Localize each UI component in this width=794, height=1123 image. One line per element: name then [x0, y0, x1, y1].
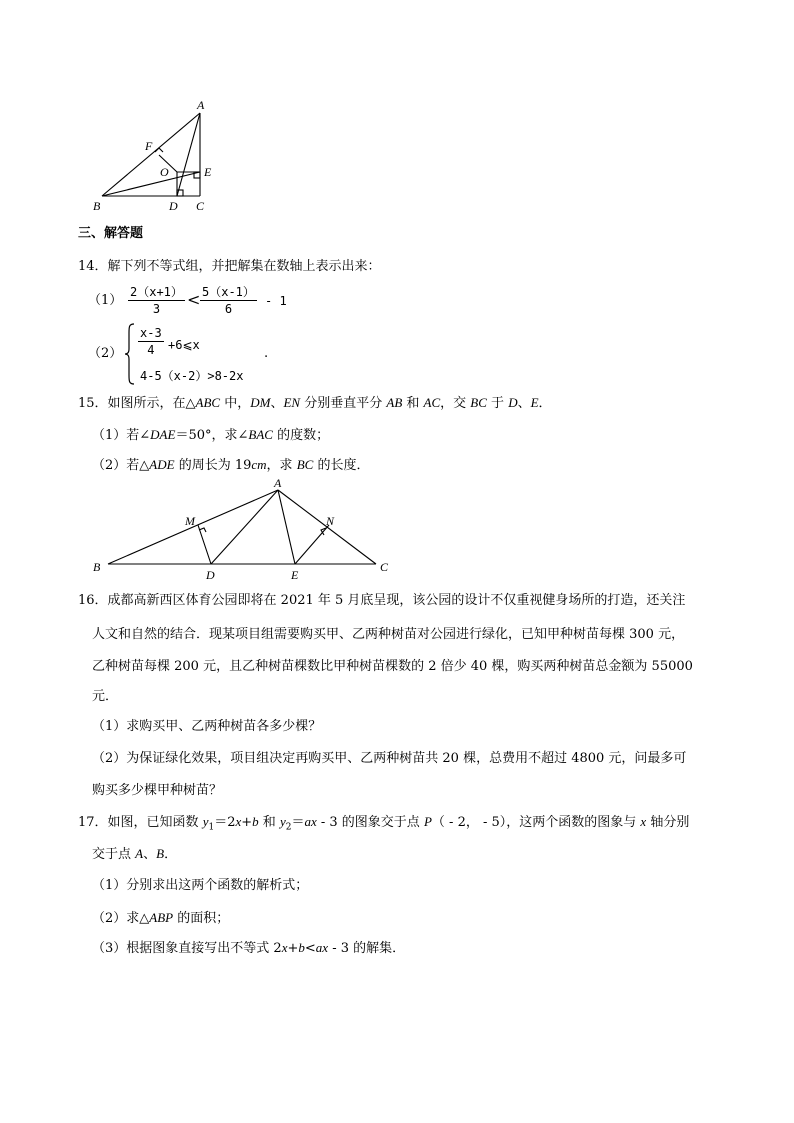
q17-l2-end: ．	[164, 847, 178, 862]
q15-ac: AC	[423, 395, 441, 410]
q15-p2-bc: BC	[296, 457, 314, 472]
q16-part1: （1）求购买甲、乙两种树苗各多少棵？	[92, 719, 322, 734]
q17-p2-end: 的面积；	[173, 911, 230, 926]
q14-p2-end: .	[264, 346, 269, 361]
q15-ade: ADE	[149, 457, 175, 472]
q14-p1-frac2	[200, 285, 257, 316]
q14-p1-op: <	[187, 290, 201, 309]
q17-p3-plus: +	[287, 941, 299, 956]
q17-p: P	[423, 814, 432, 829]
q15-p1-end: 的度数；	[272, 428, 330, 443]
section-title: 三、解答题	[78, 226, 144, 241]
triangle-figure-1-svg	[90, 98, 230, 216]
q15-en: EN	[283, 395, 301, 410]
label-O: O	[160, 165, 169, 179]
q17-l2-pre: 交于点	[92, 847, 136, 862]
q17-eq1: ＝2	[214, 815, 236, 830]
q17-sub1: 1	[208, 822, 215, 833]
q15-stem-end: ．	[538, 396, 552, 411]
label-C: C	[196, 199, 205, 213]
q17-l2-sep: 、	[143, 847, 157, 862]
q17-p3-end: - 3 的解集．	[328, 941, 406, 956]
fig2-label-B: B	[93, 560, 101, 574]
q14-p1-frac1-den: 3	[152, 302, 161, 316]
q15-p1-mid: ＝50°，求∠	[175, 428, 249, 443]
q17-xaxis: x	[640, 814, 647, 829]
q15-bc: BC	[470, 395, 487, 410]
q17-pt: （ - 2， - 5），这两个函数的图象与	[431, 815, 641, 830]
q17-l1-pre: 17．如图，已知函数	[78, 815, 203, 830]
q17-y2: y	[279, 814, 286, 829]
q15-ab: AB	[386, 395, 403, 410]
q15-stem-mid4: 于	[486, 396, 509, 411]
q17-part3	[92, 940, 405, 957]
q17-rest: - 3 的图象交于点	[316, 815, 424, 830]
q14-p1-tail: - 1	[265, 294, 287, 308]
q15-sep1: 、	[270, 396, 284, 411]
q17-part1: （1）分别求出这两个函数的解析式；	[92, 878, 309, 893]
q17-line1	[78, 814, 689, 836]
q15-dm: DM	[250, 395, 271, 410]
q14-p1-frac2-num: 5（x-1）	[202, 285, 255, 299]
q16-part2-line1: （2）为保证绿化效果，项目组决定再购买甲、乙两种树苗共 20 棵，总费用不超过 4800 元，问最多可	[92, 751, 687, 766]
q14-p2-line2: 4-5（x-2）>8-2x	[140, 369, 244, 383]
q15-and: 和	[402, 396, 424, 411]
q15-stem-mid2: 分别垂直平分	[300, 396, 387, 411]
q15-p2-pre: （2）若△	[92, 458, 150, 473]
q17-sub2: 2	[285, 822, 292, 833]
q17-p3-ax: ax	[315, 940, 329, 955]
q17-p3-lt: <	[304, 941, 316, 956]
q17-ax: ax	[304, 814, 317, 829]
q17-plus: +	[241, 815, 253, 830]
q15-cm: cm	[251, 457, 267, 472]
q15-stem-mid1: 中，	[220, 396, 251, 411]
q14-p2-frac	[138, 326, 164, 357]
q15-bac: BAC	[248, 427, 273, 442]
q15-p2-mid2: ，求	[266, 458, 297, 473]
q15-abc: ABC	[195, 395, 221, 410]
q16-part2-line2: 购买多少棵甲种树苗？	[92, 783, 223, 798]
q17-p3-x: x	[281, 940, 288, 955]
triangle-figure-2	[88, 478, 398, 582]
q17-eq2: ＝	[291, 815, 305, 830]
q17-line2	[92, 846, 177, 863]
q17-b: b	[252, 814, 259, 829]
q15-sep2: 、	[517, 396, 531, 411]
q15-p2-mid: 的周长为 19	[174, 458, 252, 473]
triangle-figure-1	[90, 98, 230, 216]
fig2-label-A: A	[274, 476, 282, 490]
q14-p2-line1-rest: +6⩽x	[168, 338, 200, 352]
q16-line1: 16．成都高新西区体育公园即将在 2021 年 5 月底呈现，该公园的设计不仅重视健身场所的打造，还关注	[78, 593, 686, 608]
q17-y1: y	[202, 814, 209, 829]
fig2-label-E: E	[291, 568, 299, 582]
fig2-label-D: D	[206, 568, 215, 582]
q15-p1-pre: （1）若∠	[92, 428, 151, 443]
fig2-label-N: N	[326, 514, 335, 528]
q14-p2-frac-num: x-3	[140, 326, 162, 340]
q17-l1-end: 轴分别	[646, 815, 690, 830]
q14-p1-frac1	[128, 285, 185, 316]
q14-p2-frac-den: 4	[147, 343, 155, 357]
label-D: D	[169, 199, 178, 213]
q15-part1	[92, 427, 329, 444]
q15-stem-mid3: ，交	[440, 396, 471, 411]
q17-p2-pre: （2）求△	[92, 911, 150, 926]
label-F: F	[145, 139, 153, 153]
label-B: B	[93, 199, 101, 213]
q14-p1-frac2-den: 6	[224, 302, 233, 316]
q16-line4: 元．	[92, 689, 119, 704]
label-A: A	[197, 98, 205, 112]
fig2-label-C: C	[380, 560, 389, 574]
fig2-label-M: M	[185, 514, 195, 528]
q17-b-point: B	[156, 846, 165, 861]
q16-line2: 人文和自然的结合．现某项目组需要购买甲、乙两种树苗对公园进行绿化，已知甲种树苗每棵 300 元，	[92, 627, 685, 642]
q15-stem-pre: 15．如图所示，在△	[78, 396, 196, 411]
q15-part2	[92, 457, 369, 474]
q17-part2	[92, 910, 229, 927]
triangle-figure-2-svg	[88, 478, 398, 582]
q15-e: E	[530, 395, 539, 410]
q15-d: D	[508, 395, 518, 410]
q14-part1-label: （1）	[88, 293, 123, 308]
q15-dae: DAE	[150, 427, 176, 442]
q14-p2-brace	[124, 323, 136, 389]
q17-x1: x	[235, 814, 242, 829]
q14-stem: 14．解下列不等式组，并把解集在数轴上表示出来：	[78, 259, 381, 274]
label-E: E	[204, 165, 212, 179]
q17-p3-pre: （3）根据图象直接写出不等式 2	[92, 941, 282, 956]
q17-p3-b: b	[298, 940, 305, 955]
q17-a: A	[135, 846, 144, 861]
brace-svg	[124, 323, 136, 385]
q16-line3: 乙种树苗每棵 200 元，且乙种树苗棵数比甲种树苗棵数的 2 倍少 40 棵，购买两种树苗总金额为 55000	[92, 659, 693, 674]
q15-stem	[78, 395, 552, 412]
q17-abp: ABP	[149, 910, 174, 925]
q15-p2-end: 的长度．	[313, 458, 370, 473]
q14-part2-label: （2）	[88, 346, 123, 361]
q14-p1-frac1-num: 2（x+1）	[130, 285, 183, 299]
q17-and: 和	[258, 815, 280, 830]
